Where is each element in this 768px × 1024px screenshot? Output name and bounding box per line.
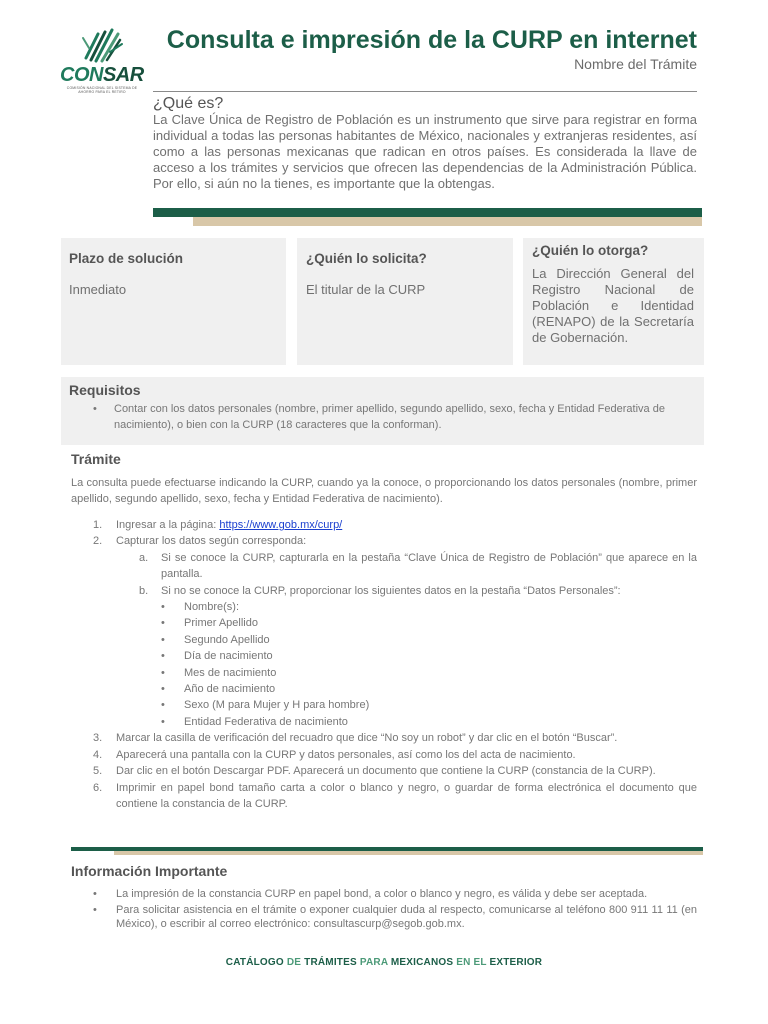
curp-link[interactable]: https://www.gob.mx/curp/ (219, 519, 343, 531)
plazo-box (61, 238, 286, 365)
step-text: Imprimir en papel bond tamaño carta a color o blanco y negro, o guardar de forma electrónica el documento que contiene la constancia de la CURP. (116, 781, 697, 810)
step-number: 6. (93, 781, 103, 794)
plazo-value: Inmediato (69, 282, 127, 297)
field-item: • Mes de nacimiento (71, 665, 697, 681)
field-item: • Año de nacimiento (71, 681, 697, 697)
step-3 (71, 730, 697, 746)
footer-word: MEXICANOS (390, 957, 454, 968)
field-item: • Nombre(s): (71, 599, 697, 615)
green-accent-bar (153, 208, 702, 217)
footer-word: TRÁMITES (304, 957, 357, 968)
step-2b (71, 583, 697, 599)
sub-text: Si no se conoce la CURP, proporcionar los siguientes datos en la pestaña “Datos Personales”: (161, 584, 621, 597)
list-item: • Contar con los datos personales (nombre, primer apellido, segundo apellido, sexo, fecha y Entidad Federativa de nacimiento), o bien con la CURP (18 caracteres que la conforman). (114, 401, 694, 433)
step-number: 1. (93, 519, 103, 531)
list-item: • Para solicitar asistencia en el trámite o exponer cualquier duda al respecto, comunicarse al teléfono 800 911 11 11 (en México), o escribir al correo electrónico: consultascurp@segob.gob.mx. (71, 903, 697, 932)
step-2a (71, 550, 697, 583)
tan-accent-bar (193, 217, 702, 226)
que-es-text: La Clave Única de Registro de Población es un instrumento que sirve para registrar en forma individual a todas las personas habitantes de México, nacionales y extranjeras residentes, así como a las personas mexicanas que radican en otros países. Es considerada la llave de acceso a los trámites y servicios que ofrecen las dependencias de la Administración Pública. Por ello, si aún no la tienes, es importante que la obtengas. (153, 112, 697, 191)
step-text: Aparecerá una pantalla con la CURP y datos personales, así como los del acta de nacimiento. (116, 748, 576, 761)
plazo-heading: Plazo de solución (69, 251, 184, 266)
logo-wordmark (60, 64, 144, 87)
footer-word: EN EL (456, 957, 487, 968)
page-title: Consulta e impresión de la CURP en internet (166, 26, 697, 54)
step-5 (71, 763, 697, 779)
tan-divider-bar (114, 851, 703, 855)
otorga-value: La Dirección General del Registro Nacional de Población e Identidad (RENAPO) de la Secretaría de Gobernación. (532, 266, 694, 345)
footer-word: CATÁLOGO (225, 957, 284, 968)
solicita-heading: ¿Quién lo solicita? (306, 251, 427, 266)
step-number: 5. (93, 765, 103, 778)
logo-subtitle: COMISIÓN NACIONAL DEL SISTEMA DE AHORRO PARA EL RETIRO (66, 86, 138, 94)
otorga-heading: ¿Quién lo otorga? (532, 243, 649, 258)
field-item: • Sexo (M para Mujer y H para hombre) (71, 697, 697, 713)
requisitos-box (61, 377, 704, 445)
informacion-heading: Información Importante (71, 863, 228, 879)
feather-stripes-icon (58, 28, 144, 68)
step-text: Dar clic en el botón Descargar PDF. Aparecerá un documento que contiene la CURP (constancia de la CURP). (116, 765, 656, 778)
step-text: Marcar la casilla de verificación del recuadro que dice “No soy un robot” y dar clic en el botón “Buscar”. (116, 732, 618, 745)
sub-letter: b. (139, 584, 149, 597)
que-es-heading: ¿Qué es? (153, 95, 224, 112)
step-text: Ingresar a la página: (116, 519, 220, 531)
logo-sar: SAR (102, 64, 144, 86)
tramite-intro: La consulta puede efectuarse indicando la CURP, cuando ya la conoce, o proporcionando los datos personales (nombre, primer apellido, segundo apellido, sexo, fecha y Entidad Federativa de nacimiento). (71, 477, 697, 505)
footer-catalog (0, 957, 768, 968)
field-item: • Primer Apellido (71, 615, 697, 631)
header-divider (153, 91, 697, 92)
step-number: 4. (93, 748, 103, 761)
page-subtitle: Nombre del Trámite (574, 56, 697, 72)
footer-word: PARA (359, 957, 388, 968)
tramite-heading: Trámite (71, 451, 121, 467)
footer-word: DE (286, 957, 302, 968)
step-2 (71, 533, 697, 549)
solicita-box (297, 238, 513, 365)
requisitos-heading: Requisitos (69, 382, 141, 398)
logo-con: CON (60, 64, 103, 86)
consar-logo (58, 28, 144, 100)
field-item: • Segundo Apellido (71, 632, 697, 648)
step-text: Capturar los datos según corresponda: (116, 535, 307, 548)
step-4 (71, 747, 697, 763)
list-item: • La impresión de la constancia CURP en papel bond, a color o blanco y negro, es válida y debe ser aceptada. (71, 887, 697, 902)
informacion-list (71, 887, 697, 933)
requisitos-list (114, 401, 694, 433)
step-1 (71, 517, 697, 533)
tramite-steps (71, 517, 697, 812)
step-number: 2. (93, 535, 103, 548)
field-item: • Día de nacimiento (71, 648, 697, 664)
solicita-value: El titular de la CURP (306, 282, 426, 297)
field-item: • Entidad Federativa de nacimiento (71, 714, 697, 730)
sub-letter: a. (139, 551, 149, 564)
step-6 (71, 780, 697, 813)
footer-word: EXTERIOR (489, 957, 543, 968)
otorga-box (523, 238, 704, 365)
step-number: 3. (93, 732, 103, 745)
sub-text: Si se conoce la CURP, capturarla en la pestaña “Clave Única de Registro de Población” que aparece en la pantalla. (161, 551, 697, 581)
